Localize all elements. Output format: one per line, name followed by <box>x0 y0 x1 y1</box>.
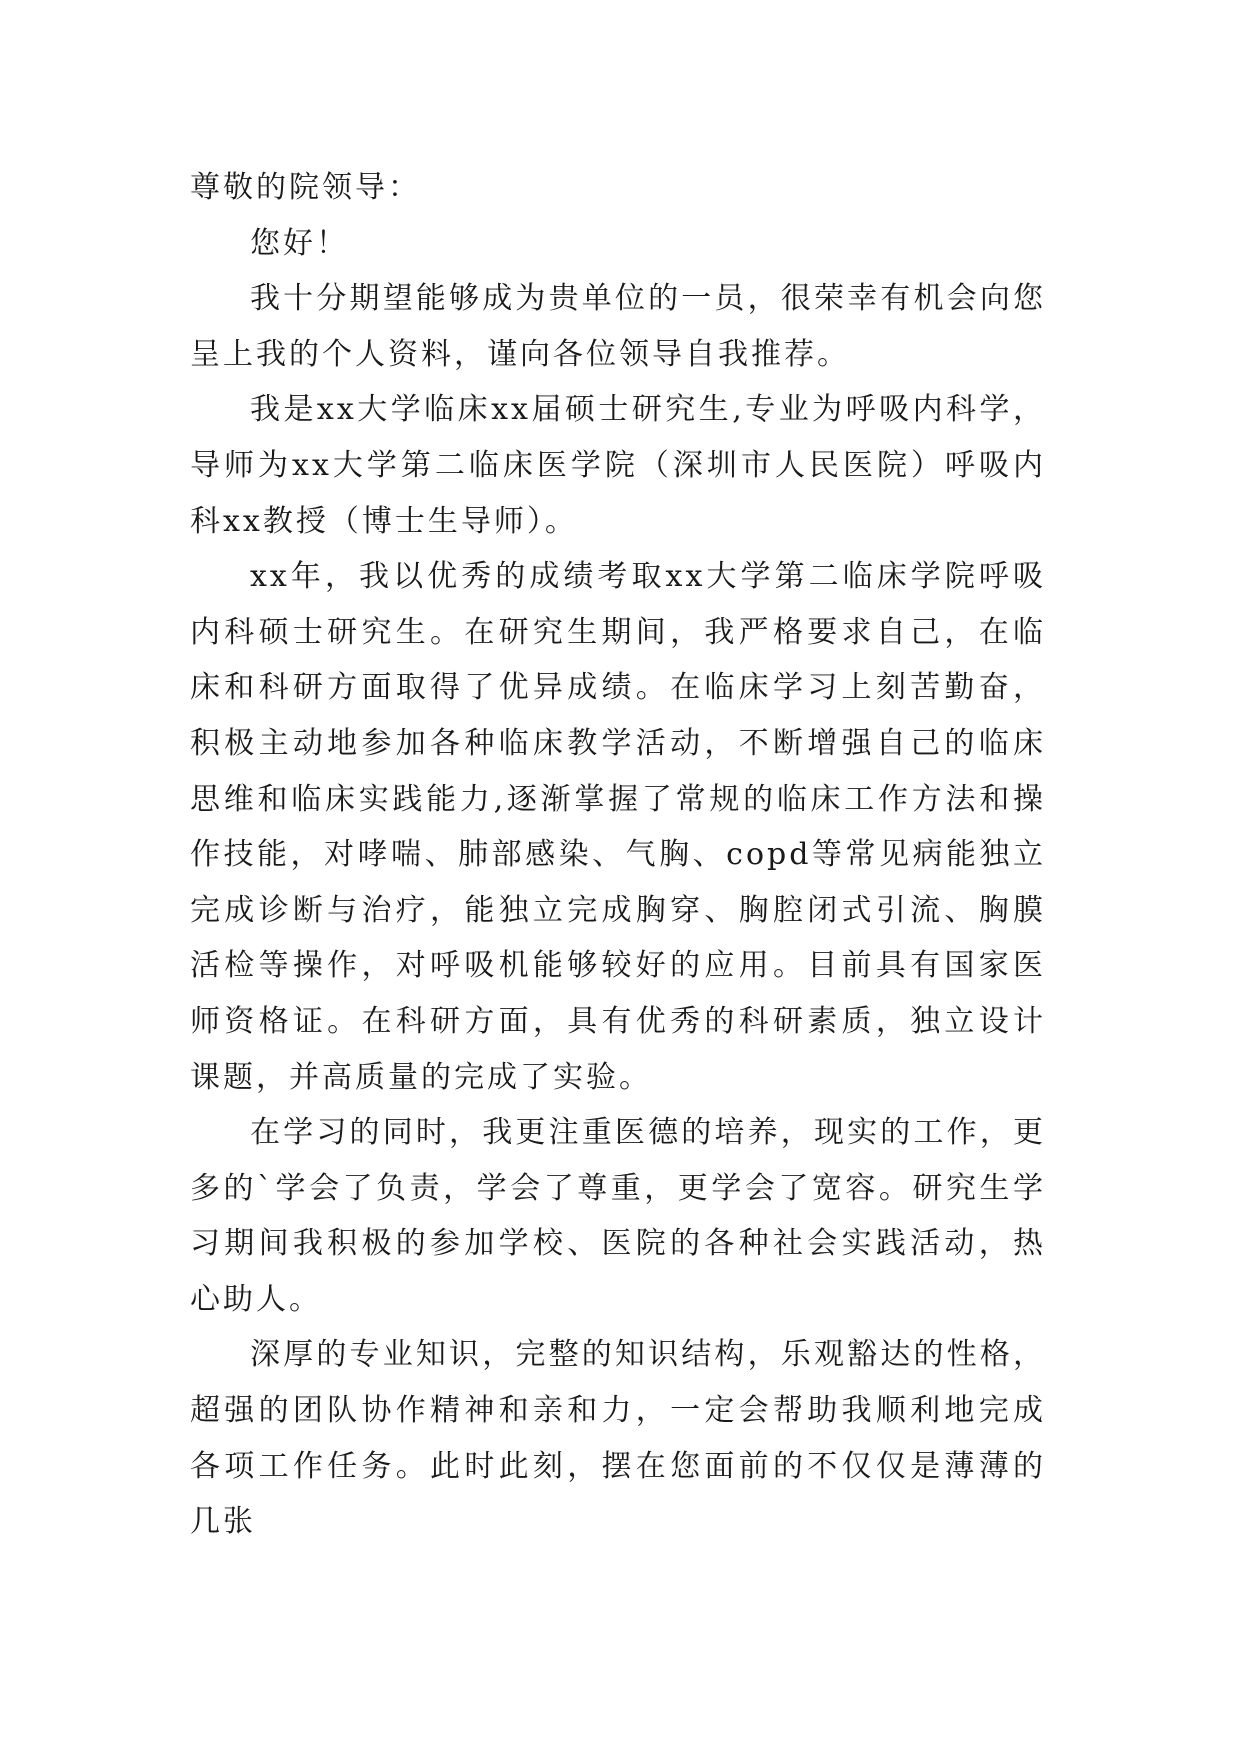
paragraph-strengths: 深厚的专业知识，完整的知识结构，乐观豁达的性格，超强的团队协作精神和亲和力，一定会帮助我顺利地完成各项工作任务。此时此刻，摆在您面前的不仅仅是薄薄的几张 <box>190 1337 1046 1540</box>
salutation: 尊敬的院领导： <box>190 170 421 205</box>
paragraph-ethics: 在学习的同时，我更注重医德的培养，现实的工作，更多的`学会了负责，学会了尊重，更学会了宽容。研究生学习期间我积极的参加学校、医院的各种社会实践活动，热心助人。 <box>190 1115 1046 1317</box>
greeting: 您好！ <box>250 225 349 261</box>
paragraph-research-experience: xx年，我以优秀的成绩考取xx大学第二临床学院呼吸内科硕士研究生。在研究生期间，我严格要求自己，在临床和科研方面取得了优异成绩。在临床学习上刻苦勤奋，积极主动地参加各种临床教学活动，不断增强自己的临床思维和临床实践能力,逐渐掌握了常规的临床工作方法和操作技能，对哮喘、肺部感染、气胸、copd等常见病能独立完成诊断与治疗，能独立完成胸穿、胸腔闭式引流、胸膜活检等操作，对呼吸机能够较好的应用。目前具有国家医师资格证。在科研方面，具有优秀的科研素质，独立设计课题，并高质量的完成了实验。 <box>190 559 1046 1095</box>
paragraph-intro: 我十分期望能够成为贵单位的一员，很荣幸有机会向您呈上我的个人资料，谨向各位领导自我推荐。 <box>190 281 1046 372</box>
letter-body <box>190 160 1046 1550</box>
paragraph-education: 我是xx大学临床xx届硕士研究生,专业为呼吸内科学，导师为xx大学第二临床医学院（深圳市人民医院）呼吸内科xx教授（博士生导师）。 <box>190 392 1046 539</box>
